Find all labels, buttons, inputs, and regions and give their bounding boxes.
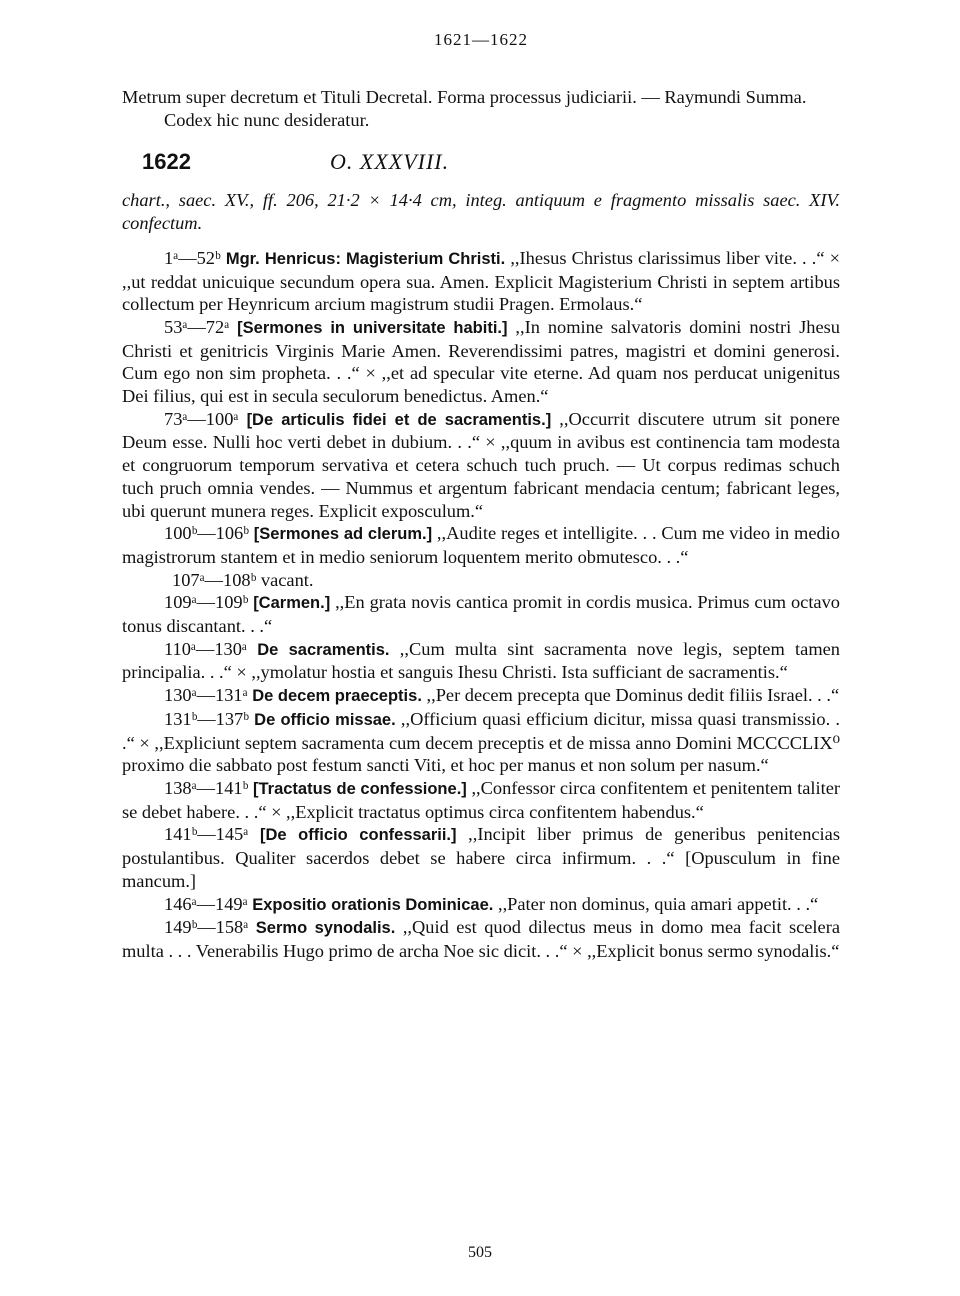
item-text: vacant. bbox=[256, 569, 314, 590]
item-title: Mgr. Henricus: Magisterium Christi. bbox=[225, 249, 506, 268]
list-item bbox=[122, 777, 840, 823]
item-text: ,,Quid est quod dilectus meus in domo mea facit scelera multa . . . Venerabilis Hugo primo de archa Noe sic dicit. . .“ × ,,Explicit bonus sermo synodalis.“ bbox=[122, 917, 840, 961]
item-text: ,,En grata novis cantica promit in cordis musica. Primus cum octavo tonus discantant. . .“ bbox=[122, 592, 840, 637]
list-item bbox=[122, 916, 840, 962]
item-folio: 141ᵇ—145ᵃ bbox=[164, 824, 249, 845]
item-folio: 109ᵃ—109ᵇ bbox=[164, 592, 249, 613]
item-title: [De articulis fidei et de sacramentis.] bbox=[246, 410, 552, 429]
list-item bbox=[122, 684, 840, 708]
item-text: ,,Cum multa sint sacramenta nove legis, septem tamen principalia. . .“ × ,,ymolatur hostia et sanguis Ihesu Christi. Ista sufficiant de sacramentis.“ bbox=[122, 638, 840, 683]
item-text: ,,In nomine salvatoris domini nostri Jhesu Christi et genitricis Virginis Marie Amen. Reverendissimi patres, magistri et domini generosi. Cum ego non sim propheta. . .“ × ,,et ad specular vite eterne. Ad quam nos perducat unigenitus Dei filius, qui est in secula seculorum benedictus. Amen.“ bbox=[122, 316, 840, 407]
list-item bbox=[122, 638, 840, 684]
running-head: 1621—1622 bbox=[434, 30, 528, 49]
entry-signature: O. XXXVIII. bbox=[330, 149, 450, 175]
item-title: [De officio confessarii.] bbox=[259, 826, 457, 845]
item-text: ,,Audite reges et intelligite. . . Cum me video in medio magistrorum stantem et in medio seniorum loquentem merito obmutesco. . .“ bbox=[122, 523, 840, 567]
item-text: ,,Ihesus Christus clarissimus liber vite. . .“ × ,,ut reddat unicuique secundum opera sua. Amen. Explicit Magisterium Christi in septem artibus collectum per Heynricum arcium magistrum studii Pragen. Ermolaus.“ bbox=[122, 247, 840, 315]
item-text: ,,Occurrit discutere utrum sit ponere Deum esse. Nulli hoc verti debet in dubium. . .“ × ,,quum in avibus est continencia tam modesta et congruorum temporum servativa et cetera schuch tuch pruch. — Ut corpus redimas schuch tuch pruch omnia vendes. — Nummus et argentum fabricant mendacia centum; fabricant leges, ubi querunt munera reges. Explicit exposculum.“ bbox=[122, 408, 840, 521]
page bbox=[122, 30, 840, 963]
item-text: ,,Officium quasi efficium dicitur, missa quasi transmissio. . .“ × ,,Expliciunt septem sacramenta cum decem preceptis et de missa anno Domini MCCCCLIX⁰ proximo die sabbato post festum sancti Viti, et hoc per manus et non solum per nasum.“ bbox=[122, 708, 840, 776]
item-text: ,,Pater non dominus, quia amari appetit. . .“ bbox=[493, 893, 819, 914]
intro-line-2: Codex hic nunc desideratur. bbox=[164, 109, 370, 130]
item-title: De officio missae. bbox=[254, 710, 396, 729]
item-title: [Sermones in universitate habiti.] bbox=[237, 318, 508, 337]
list-item bbox=[122, 522, 840, 568]
list-item bbox=[122, 823, 840, 892]
list-item bbox=[122, 247, 840, 316]
item-folio: 73ᵃ—100ᵃ bbox=[164, 408, 239, 429]
item-folio: 53ᵃ—72ᵃ bbox=[164, 316, 230, 337]
item-title: Expositio orationis Dominicae. bbox=[252, 895, 494, 914]
item-title: [Sermones ad clerum.] bbox=[253, 525, 433, 544]
item-text: ,,Confessor circa confitentem et penitentem taliter se debet habere. . .“ × ,,Explicit tractatus optimus circa confitentem habendus.“ bbox=[122, 777, 841, 822]
intro-line-1: Metrum super decretum et Tituli Decretal. Forma processus judiciarii. — Raymundi Summa. bbox=[122, 87, 807, 107]
list-item bbox=[122, 316, 840, 408]
list-item bbox=[122, 591, 840, 637]
item-text: ,,Per decem precepta que Dominus dedit filiis Israel. . .“ bbox=[421, 685, 840, 706]
page-number: 505 bbox=[468, 1244, 492, 1261]
item-folio: 138ᵃ—141ᵇ bbox=[164, 777, 249, 798]
list-item bbox=[122, 408, 840, 523]
item-text: ,,Incipit liber primus de generibus penitencias postulantibus. Qualiter sacerdos debet se habere circa infirmum. . .“ [Opusculum in fine mancum.] bbox=[122, 824, 840, 891]
entry-number: 1622 bbox=[142, 149, 191, 175]
entry-heading bbox=[122, 149, 840, 179]
item-folio: 107ᵃ—108ᵇ bbox=[172, 569, 257, 590]
item-title: [Tractatus de confessione.] bbox=[252, 779, 467, 798]
item-title: De sacramentis. bbox=[257, 640, 390, 659]
item-folio: 100ᵇ—106ᵇ bbox=[164, 523, 249, 544]
item-list bbox=[122, 247, 840, 963]
item-folio: 110ᵃ—130ᵃ bbox=[164, 638, 247, 659]
list-item bbox=[122, 569, 840, 592]
item-title: [Carmen.] bbox=[253, 594, 331, 613]
item-folio: 149ᵇ—158ᵃ bbox=[164, 917, 249, 938]
entry-description: chart., saec. XV., ff. 206, 21·2 × 14·4 cm, integ. antiquum e fragmento missalis saec. XIV. confectum. bbox=[122, 190, 840, 234]
item-folio: 1ᵃ—52ᵇ bbox=[164, 247, 221, 268]
item-folio: 146ᵃ—149ᵃ bbox=[164, 893, 248, 914]
item-title: Sermo synodalis. bbox=[255, 919, 396, 938]
item-title: De decem praeceptis. bbox=[252, 687, 422, 706]
list-item bbox=[122, 708, 840, 777]
item-folio: 130ᵃ—131ᵃ bbox=[164, 685, 248, 706]
item-folio: 131ᵇ—137ᵇ bbox=[164, 708, 249, 729]
list-item bbox=[122, 893, 840, 917]
